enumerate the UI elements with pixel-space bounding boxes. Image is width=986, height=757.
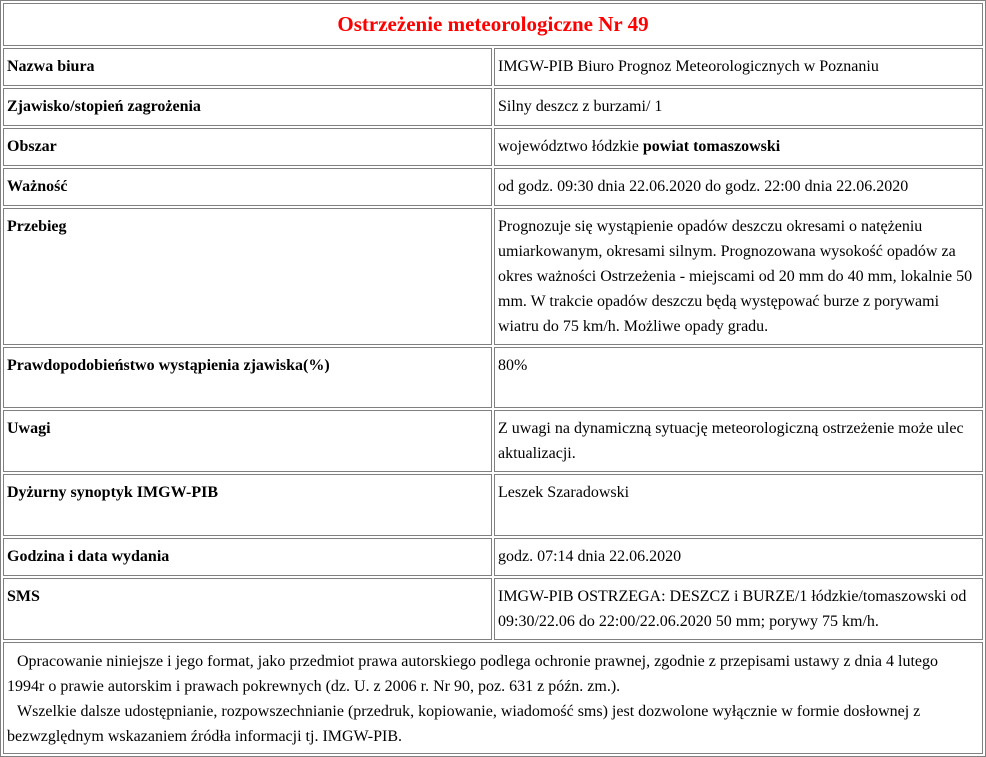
area-value — [494, 128, 983, 166]
remarks-value: Z uwagi na dynamiczną sytuację meteorologiczną ostrzeżenie może ulec aktualizacji. — [494, 410, 983, 472]
course-value: Prognozuje się wystąpienie opadów deszczu okresami o natężeniu umiarkowanym, okresami silnym. Prognozowana wysokość opadów za okres ważności Ostrzeżenia - miejscami od 20 mm do 40 mm, lokalnie 50 mm. W trakcie opadów deszczu będą występować burze z porywami wiatru do 75 km/h. Możliwe opady gradu. — [494, 208, 983, 345]
area-voivodeship: województwo łódzkie — [498, 138, 643, 155]
sms-label: SMS — [3, 578, 492, 640]
table-row — [3, 128, 983, 166]
office-label: Nazwa biura — [3, 48, 492, 86]
issued-label: Godzina i data wydania — [3, 538, 492, 576]
probability-label: Prawdopodobieństwo wystąpienia zjawiska(%) — [3, 347, 492, 408]
table-row — [3, 48, 983, 86]
distribution-notice: Wszelkie dalsze udostępnianie, rozpowszechnianie (przedruk, kopiowanie, wiadomość sms) jest dozwolone wyłącznie w formie dosłownej z bezwzględnym wskazaniem źródła informacji tj. IMGW-PIB. — [7, 703, 921, 745]
table-row — [3, 168, 983, 206]
forecaster-value: Leszek Szaradowski — [494, 474, 983, 536]
table-row — [3, 578, 983, 640]
validity-label: Ważność — [3, 168, 492, 206]
table-row — [3, 88, 983, 126]
area-county: powiat tomaszowski — [642, 138, 781, 155]
sms-value: IMGW-PIB OSTRZEGA: DESZCZ i BURZE/1 łódzkie/tomaszowski od 09:30/22.06 do 22:00/22.06.2020 50 mm; porywy 75 km/h. — [494, 578, 983, 640]
table-row — [3, 347, 983, 408]
footer-notice — [3, 642, 983, 754]
validity-value: od godz. 09:30 dnia 22.06.2020 do godz. 22:00 dnia 22.06.2020 — [494, 168, 983, 206]
warning-title: Ostrzeżenie meteorologiczne Nr 49 — [3, 3, 983, 46]
table-row — [3, 474, 983, 536]
title-row — [3, 3, 983, 46]
table-row — [3, 208, 983, 345]
office-value: IMGW-PIB Biuro Prognoz Meteorologicznych w Poznaniu — [494, 48, 983, 86]
area-label: Obszar — [3, 128, 492, 166]
phenomenon-label: Zjawisko/stopień zagrożenia — [3, 88, 492, 126]
issued-value: godz. 07:14 dnia 22.06.2020 — [494, 538, 983, 576]
remarks-label: Uwagi — [3, 410, 492, 472]
copyright-notice: Opracowanie niniejsze i jego format, jako przedmiot prawa autorskiego podlega ochronie prawnej, zgodnie z przepisami ustawy z dnia 4 lutego 1994r o prawie autorskim i prawach pokrewnych (dz. U. z 2006 r. Nr 90, poz. 631 z późn. zm.). — [7, 653, 939, 695]
table-row — [3, 538, 983, 576]
footer-row — [3, 642, 983, 754]
probability-value: 80% — [494, 347, 983, 408]
table-row — [3, 410, 983, 472]
phenomenon-value: Silny deszcz z burzami/ 1 — [494, 88, 983, 126]
course-label: Przebieg — [3, 208, 492, 345]
forecaster-label: Dyżurny synoptyk IMGW-PIB — [3, 474, 492, 536]
